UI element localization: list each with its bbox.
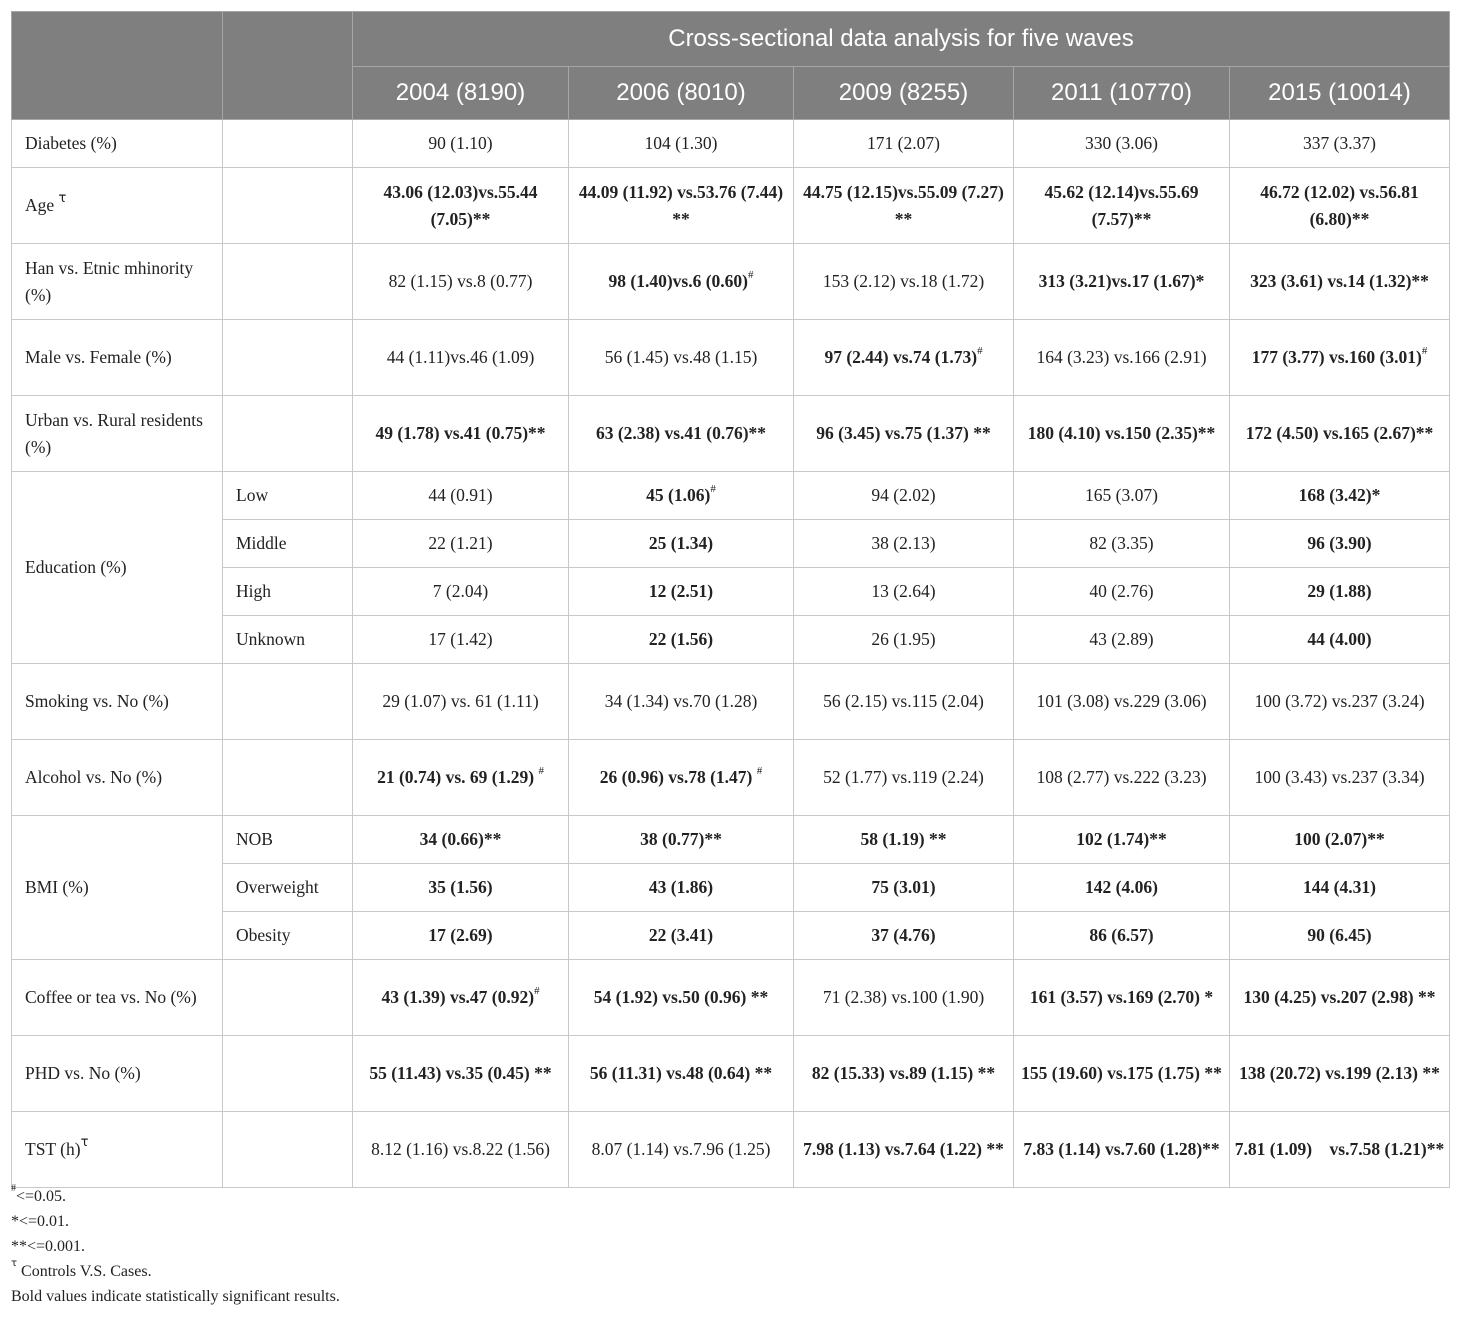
row-label-text: TST (h) [25,1139,81,1159]
table-footnotes [11,1184,340,1309]
data-cell: 43 (1.86) [569,864,794,912]
data-cell: 108 (2.77) vs.222 (3.23) [1014,740,1230,816]
data-cell: 55 (11.43) vs.35 (0.45) ** [353,1036,569,1112]
footnote [11,1209,340,1234]
data-cell: 44.09 (11.92) vs.53.76 (7.44) ** [569,168,794,244]
data-cell: 17 (1.42) [353,616,569,664]
data-cell: 102 (1.74)** [1014,816,1230,864]
table-row [12,120,1450,168]
table-row [12,1112,1450,1188]
data-cell: 142 (4.06) [1014,864,1230,912]
sub-label: Unknown [223,616,353,664]
footnote [11,1234,340,1259]
row-label: BMI (%) [12,816,223,960]
table-title: Cross-sectional data analysis for five waves [353,12,1450,67]
table-row [12,960,1450,1036]
header-empty-label [12,12,223,120]
footnote-text: **<=0.001. [11,1238,86,1255]
data-cell: 34 (1.34) vs.70 (1.28) [569,664,794,740]
data-cell: 22 (1.56) [569,616,794,664]
table-container [11,11,1449,1188]
sub-label [223,1036,353,1112]
results-table [11,11,1450,1188]
sub-label [223,120,353,168]
sub-label: Overweight [223,864,353,912]
data-cell: 82 (15.33) vs.89 (1.15) ** [794,1036,1014,1112]
footnote-text: <=0.05. [16,1188,67,1205]
wave-header: 2006 (8010) [569,67,794,120]
cell-value: 98 (1.40)vs.6 (0.60) [608,271,748,291]
significance-mark: # [1421,345,1428,358]
data-cell: 165 (3.07) [1014,472,1230,520]
data-cell: 7.83 (1.14) vs.7.60 (1.28)** [1014,1112,1230,1188]
data-cell: 29 (1.88) [1230,568,1450,616]
data-cell: 138 (20.72) vs.199 (2.13) ** [1230,1036,1450,1112]
footnote [11,1259,340,1284]
table-row [12,864,1450,912]
sub-label [223,664,353,740]
data-cell [353,740,569,816]
row-label: Coffee or tea vs. No (%) [12,960,223,1036]
significance-mark: # [534,985,540,998]
table-row [12,816,1450,864]
sub-label [223,244,353,320]
data-cell: 17 (2.69) [353,912,569,960]
data-cell: 96 (3.90) [1230,520,1450,568]
footnote-text: *<=0.01. [11,1213,70,1230]
footnote-mark: τ [11,1257,18,1269]
data-cell: 40 (2.76) [1014,568,1230,616]
data-cell: 56 (11.31) vs.48 (0.64) ** [569,1036,794,1112]
data-cell: 153 (2.12) vs.18 (1.72) [794,244,1014,320]
data-cell: 94 (2.02) [794,472,1014,520]
table-row [12,168,1450,244]
sub-label: Low [223,472,353,520]
data-cell: 44.75 (12.15)vs.55.09 (7.27) ** [794,168,1014,244]
data-cell: 100 (2.07)** [1230,816,1450,864]
data-cell: 49 (1.78) vs.41 (0.75)** [353,396,569,472]
footnote-text: Controls V.S. Cases. [17,1263,152,1280]
row-label [12,1112,223,1188]
significance-mark: # [710,483,716,496]
table-row [12,320,1450,396]
table-row [12,616,1450,664]
table-row [12,912,1450,960]
footnote-mark: # [11,1182,16,1194]
data-cell: 313 (3.21)vs.17 (1.67)* [1014,244,1230,320]
table-row [12,664,1450,740]
table-row [12,244,1450,320]
data-cell: 7.81 (1.09) vs.7.58 (1.21)** [1230,1112,1450,1188]
data-cell: 171 (2.07) [794,120,1014,168]
data-cell: 44 (0.91) [353,472,569,520]
data-cell [794,320,1014,396]
table-row [12,396,1450,472]
table-row [12,568,1450,616]
wave-header: 2011 (10770) [1014,67,1230,120]
cell-value: 45 (1.06) [646,485,711,505]
row-label: Alcohol vs. No (%) [12,740,223,816]
data-cell: 34 (0.66)** [353,816,569,864]
data-cell: 161 (3.57) vs.169 (2.70) * [1014,960,1230,1036]
data-cell: 37 (4.76) [794,912,1014,960]
row-label: Diabetes (%) [12,120,223,168]
row-label: Han vs. Etnic mhinority (%) [12,244,223,320]
sub-label [223,960,353,1036]
data-cell: 323 (3.61) vs.14 (1.32)** [1230,244,1450,320]
row-label [12,168,223,244]
significance-mark: # [748,269,754,282]
cell-value: 43 (1.39) vs.47 (0.92) [381,987,535,1007]
data-cell: 22 (1.21) [353,520,569,568]
wave-header: 2004 (8190) [353,67,569,120]
data-cell: 337 (3.37) [1230,120,1450,168]
data-cell: 25 (1.34) [569,520,794,568]
cell-value: 177 (3.77) vs.160 (3.01) [1251,347,1422,367]
data-cell: 86 (6.57) [1014,912,1230,960]
data-cell: 164 (3.23) vs.166 (2.91) [1014,320,1230,396]
sub-label: High [223,568,353,616]
data-cell: 56 (1.45) vs.48 (1.15) [569,320,794,396]
data-cell: 96 (3.45) vs.75 (1.37) ** [794,396,1014,472]
data-cell: 38 (0.77)** [569,816,794,864]
sub-label [223,740,353,816]
data-cell: 100 (3.43) vs.237 (3.34) [1230,740,1450,816]
data-cell: 180 (4.10) vs.150 (2.35)** [1014,396,1230,472]
data-cell: 12 (2.51) [569,568,794,616]
data-cell: 8.07 (1.14) vs.7.96 (1.25) [569,1112,794,1188]
footnote [11,1284,340,1309]
data-cell: 155 (19.60) vs.175 (1.75) ** [1014,1036,1230,1112]
data-cell: 35 (1.56) [353,864,569,912]
data-cell: 56 (2.15) vs.115 (2.04) [794,664,1014,740]
data-cell: 82 (1.15) vs.8 (0.77) [353,244,569,320]
data-cell: 63 (2.38) vs.41 (0.76)** [569,396,794,472]
table-row [12,740,1450,816]
table-row [12,520,1450,568]
data-cell [569,740,794,816]
table-row [12,1036,1450,1112]
data-cell: 29 (1.07) vs. 61 (1.11) [353,664,569,740]
footnote [11,1184,340,1209]
data-cell: 13 (2.64) [794,568,1014,616]
data-cell: 7.98 (1.13) vs.7.64 (1.22) ** [794,1112,1014,1188]
cell-value: 97 (2.44) vs.74 (1.73) [824,347,978,367]
data-cell: 90 (1.10) [353,120,569,168]
header-empty-sub [223,12,353,120]
data-cell [353,960,569,1036]
sub-label [223,396,353,472]
data-cell: 43.06 (12.03)vs.55.44 (7.05)** [353,168,569,244]
data-cell: 172 (4.50) vs.165 (2.67)** [1230,396,1450,472]
cell-value: 21 (0.74) vs. 69 (1.29) [377,767,535,787]
data-cell: 7 (2.04) [353,568,569,616]
cell-value: 26 (0.96) vs.78 (1.47) [599,767,753,787]
data-cell: 90 (6.45) [1230,912,1450,960]
data-cell: 144 (4.31) [1230,864,1450,912]
data-cell: 71 (2.38) vs.100 (1.90) [794,960,1014,1036]
row-label: Education (%) [12,472,223,664]
row-label: Smoking vs. No (%) [12,664,223,740]
wave-header: 2009 (8255) [794,67,1014,120]
row-label-text: Age [25,195,55,215]
sub-label: NOB [223,816,353,864]
data-cell: 52 (1.77) vs.119 (2.24) [794,740,1014,816]
tau-mark: τ [58,191,67,207]
data-cell: 43 (2.89) [1014,616,1230,664]
sub-label: Middle [223,520,353,568]
sub-label [223,1112,353,1188]
data-cell: 44 (4.00) [1230,616,1450,664]
data-cell: 54 (1.92) vs.50 (0.96) ** [569,960,794,1036]
data-cell: 130 (4.25) vs.207 (2.98) ** [1230,960,1450,1036]
data-cell: 8.12 (1.16) vs.8.22 (1.56) [353,1112,569,1188]
sub-label: Obesity [223,912,353,960]
table-row [12,472,1450,520]
data-cell: 104 (1.30) [569,120,794,168]
sub-label [223,168,353,244]
significance-mark: # [756,765,763,778]
data-cell: 45.62 (12.14)vs.55.69 (7.57)** [1014,168,1230,244]
data-cell: 101 (3.08) vs.229 (3.06) [1014,664,1230,740]
data-cell [1230,320,1450,396]
data-cell: 100 (3.72) vs.237 (3.24) [1230,664,1450,740]
significance-mark: # [538,765,544,778]
row-label: Male vs. Female (%) [12,320,223,396]
wave-header: 2015 (10014) [1230,67,1450,120]
data-cell: 168 (3.42)* [1230,472,1450,520]
tau-mark: τ [80,1135,89,1151]
footnote-text: Bold values indicate statistically significant results. [11,1288,340,1305]
data-cell [569,472,794,520]
data-cell: 75 (3.01) [794,864,1014,912]
row-label: PHD vs. No (%) [12,1036,223,1112]
data-cell [569,244,794,320]
data-cell: 46.72 (12.02) vs.56.81 (6.80)** [1230,168,1450,244]
row-label: Urban vs. Rural residents (%) [12,396,223,472]
data-cell: 38 (2.13) [794,520,1014,568]
data-cell: 58 (1.19) ** [794,816,1014,864]
data-cell: 22 (3.41) [569,912,794,960]
data-cell: 44 (1.11)vs.46 (1.09) [353,320,569,396]
sub-label [223,320,353,396]
data-cell: 330 (3.06) [1014,120,1230,168]
data-cell: 26 (1.95) [794,616,1014,664]
significance-mark: # [977,345,983,358]
data-cell: 82 (3.35) [1014,520,1230,568]
